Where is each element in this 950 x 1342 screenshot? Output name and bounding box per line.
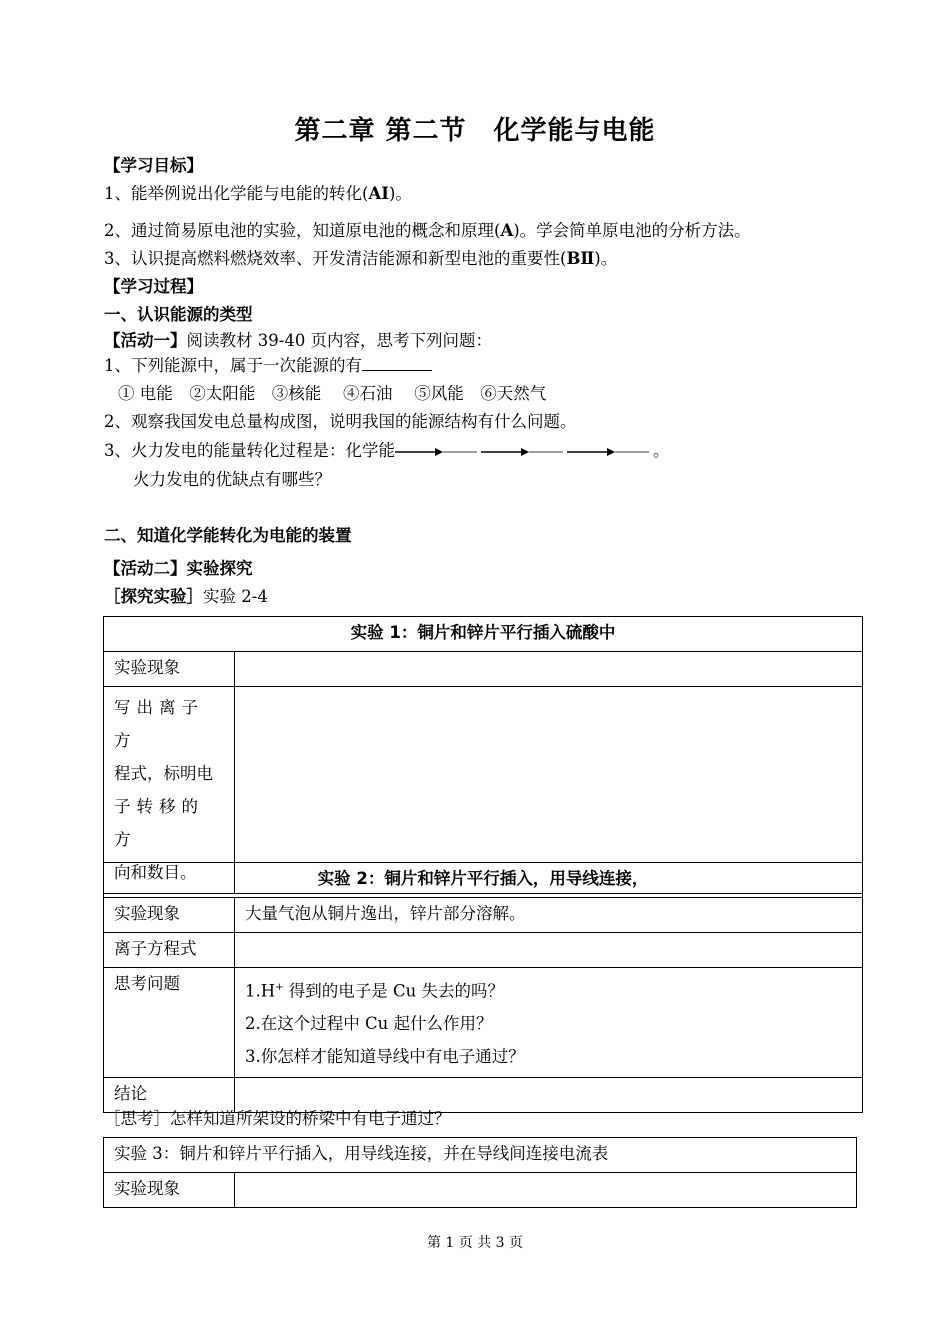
exp2-conclusion-label: 结论 xyxy=(104,1077,235,1112)
question-1-options: ① 电能 ②太阳能 ③核能 ④石油 ⑤风能 ⑥天然气 xyxy=(118,384,547,403)
exp2-phenomenon-label: 实验现象 xyxy=(104,898,235,933)
exp3-phenomenon-cell[interactable] xyxy=(235,1173,857,1208)
exp2-question-a: 1.H+ 得到的电子是 Cu 失去的吗？ xyxy=(245,981,505,1001)
explore-label: ［探究实验］实验 2-4 xyxy=(104,587,268,606)
question-2: 2、观察我国发电总量构成图，说明我国的能源结构有什么问题。 xyxy=(104,412,577,431)
think-prompt: ［思考］怎样知道所架设的桥梁中有电子通过？ xyxy=(104,1109,451,1128)
section1-heading: 一、认识能源的类型 xyxy=(104,305,253,324)
process-heading: 【学习过程】 xyxy=(104,277,203,296)
exp1-phenomenon-cell[interactable] xyxy=(235,652,863,687)
exp2-ionic-cell[interactable] xyxy=(235,933,863,968)
exp2-think-label: 思考问题 xyxy=(104,968,235,1078)
question-1: 1、下列能源中，属于一次能源的有 xyxy=(104,355,432,377)
arrow-blank-1[interactable] xyxy=(395,447,477,457)
answer-blank[interactable] xyxy=(362,356,432,371)
experiment-2-table xyxy=(103,862,863,1113)
experiment-3-table xyxy=(103,1137,857,1208)
question-3b: 火力发电的优缺点有哪些？ xyxy=(133,470,331,489)
goal-3: 3、认识提高燃料燃烧效率、开发清洁能源和新型电池的重要性(BⅡ)。 xyxy=(104,249,618,268)
exp2-conclusion-cell[interactable] xyxy=(235,1077,863,1112)
arrow-blank-2[interactable] xyxy=(481,447,563,457)
exp2-think-cell xyxy=(235,968,863,1078)
exp2-phenomenon-cell: 大量气泡从铜片逸出，锌片部分溶解。 xyxy=(235,898,863,933)
experiment-3-title: 实验 3：铜片和锌片平行插入，用导线连接，并在导线间连接电流表 xyxy=(104,1138,857,1173)
experiment-1-title: 实验 1：铜片和锌片平行插入硫酸中 xyxy=(104,617,863,652)
exp2-question-c: 3.你怎样才能知道导线中有电子通过？ xyxy=(245,1046,525,1066)
arrow-blank-3[interactable] xyxy=(567,447,649,457)
section2-heading: 二、知道化学能转化为电能的装置 xyxy=(104,526,352,545)
goal-1: 1、能举例说出化学能与电能的转化(AⅠ)。 xyxy=(104,184,412,203)
activity2: 【活动二】实验探究 xyxy=(104,559,253,578)
question-3: 3、火力发电的能量转化过程是：化学能 。 xyxy=(104,441,670,460)
exp1-phenomenon-label: 实验现象 xyxy=(104,652,235,687)
experiment-1-table xyxy=(103,616,863,894)
experiment-2-title: 实验 2：铜片和锌片平行插入，用导线连接， xyxy=(104,863,863,898)
goal-2: 2、通过简易原电池的实验，知道原电池的概念和原理(A)。学会简单原电池的分析方法。 xyxy=(104,221,751,240)
page-title: 第二章 第二节 化学能与电能 xyxy=(294,116,656,146)
page-footer: 第 1 页 共 3 页 xyxy=(426,1235,524,1251)
goals-heading: 【学习目标】 xyxy=(104,156,203,175)
exp2-question-b: 2.在这个过程中 Cu 起什么作用？ xyxy=(245,1013,493,1033)
exp1-equation-label: 写出离子方 程式，标明电 子转移的方 向和数目。 xyxy=(104,687,235,894)
exp2-ionic-label: 离子方程式 xyxy=(104,933,235,968)
exp3-phenomenon-label: 实验现象 xyxy=(104,1173,235,1208)
activity1: 【活动一】阅读教材 39-40 页内容，思考下列问题： xyxy=(104,331,493,350)
